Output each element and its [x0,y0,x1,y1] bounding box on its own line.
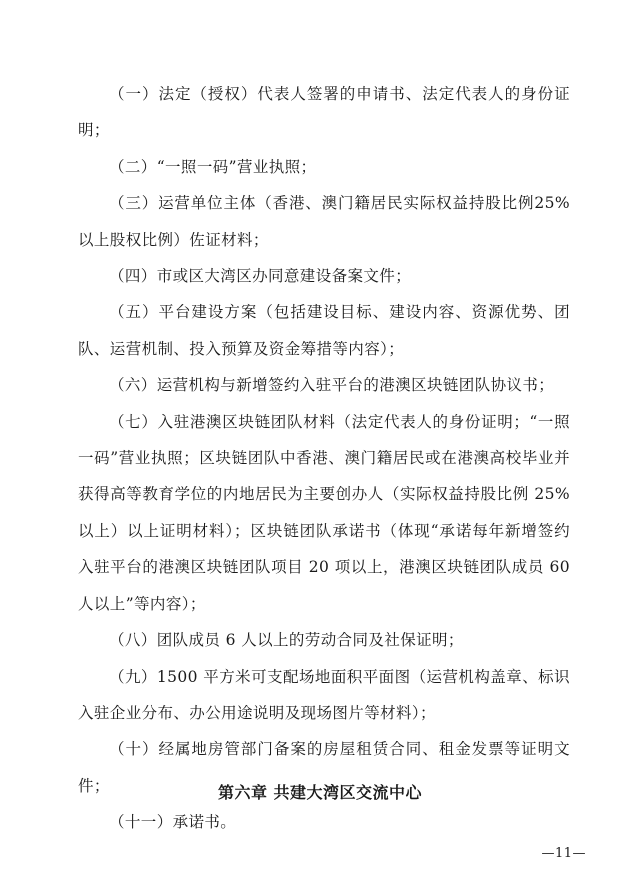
list-item-7: （七）入驻港澳区块链团队材料（法定代表人的身份证明；“一照一码”营业执照；区块链团队中香港、澳门籍居民或在港澳高校毕业并获得高等教育学位的内地居民为主要创办人（实际权益持股比例 25%以上）以上证明材料）；区块链团队承诺书（体现“承诺每年新增签约入驻平台的港澳区块链团队项目 20 项以上，港澳区块链团队成员 60 人以上”等内容）； [78,412,570,613]
list-item-11: （十一）承诺书。 [109,813,237,832]
chapter-heading: 第六章 共建大湾区交流中心 [217,783,423,802]
page-number: —11— [541,846,586,861]
list-item-8: （八）团队成员 6 人以上的劳动合同及社保证明； [109,631,464,650]
list-item-1: （一）法定（授权）代表人签署的申请书、法定代表人的身份证明； [78,85,570,140]
list-item-3: （三）运营单位主体（香港、澳门籍居民实际权益持股比例25%以上股权比例）佐证材料； [78,194,570,249]
list-item-5: （五）平台建设方案（包括建设目标、建设内容、资源优势、团队、运营机制、投入预算及资金筹措等内容）； [78,303,570,358]
list-item-2: （二）“一照一码”营业执照； [109,157,317,176]
document-body [78,76,570,841]
list-item-10: （十）经属地房管部门备案的房屋租赁合同、租金发票等证明文件； [78,740,570,795]
list-item-6: （六）运营机构与新增签约入驻平台的港澳区块链团队协议书； [109,376,555,395]
list-item-9: （九）1500 平方米可支配场地面积平面图（运营机构盖章、标识入驻企业分布、办公用途说明及现场图片等材料）； [78,667,570,722]
list-item-4: （四）市或区大湾区办同意建设备案文件； [109,267,412,286]
